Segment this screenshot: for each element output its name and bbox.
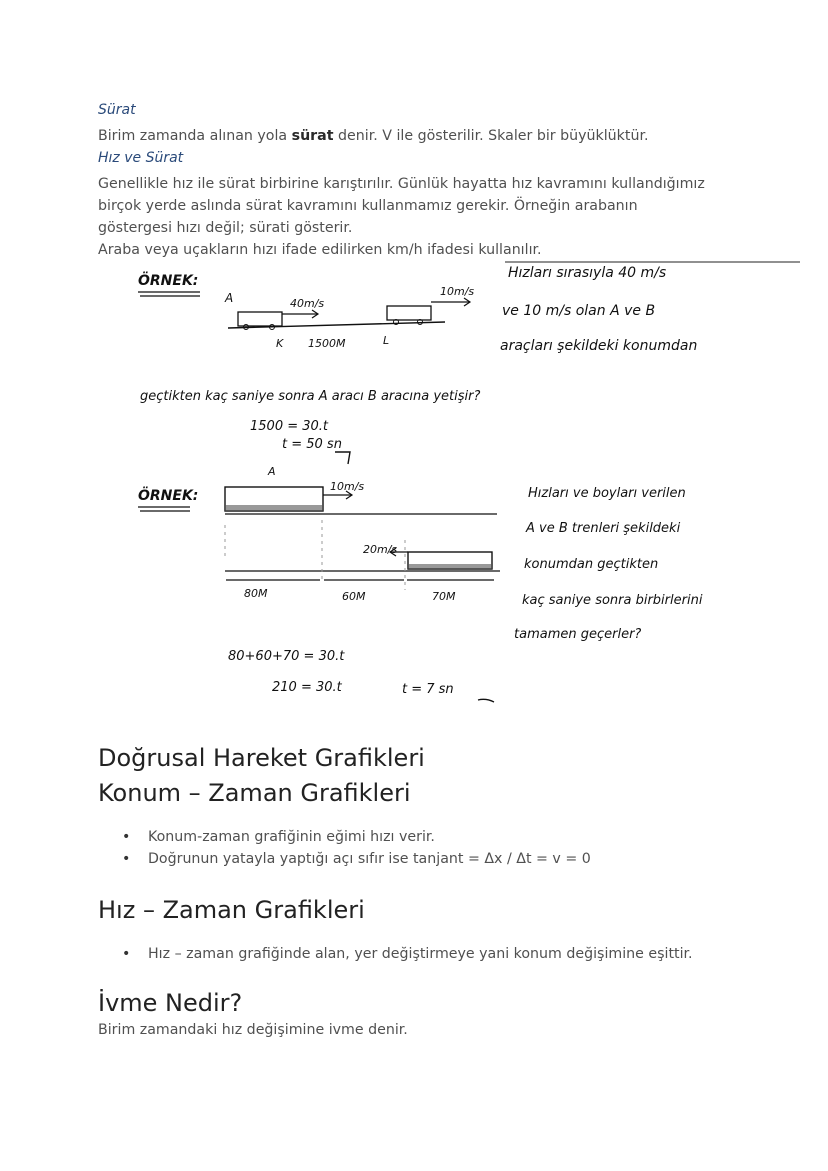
surat-text-after: denir. V ile gösterilir. Skaler bir büyüklüktür.	[333, 128, 649, 144]
car-b-speed: 10m/s	[440, 285, 475, 298]
paragraph-line: birçok yerde aslında sürat kavramını kullanmamız gerekir. Örneğin arabanın	[98, 198, 638, 214]
question-line: kaç saniye sonra birbirlerini	[522, 593, 703, 608]
length-label: 70M	[432, 590, 456, 603]
question-line: Hızları ve boyları verilen	[528, 486, 686, 501]
bullet-text: Hız – zaman grafiğinde alan, yer değiştirmeye yani konum değişimine eşittir.	[148, 946, 693, 962]
car-a-speed: 40m/s	[290, 297, 325, 310]
surat-heading: Sürat	[98, 102, 136, 118]
car-a-label: A	[225, 291, 234, 305]
question-line: A ve B trenleri şekildeki	[526, 521, 681, 536]
distance-label: 1500M	[308, 337, 346, 350]
ivme-definition: Birim zamandaki hız değişimine ivme denir.	[98, 1022, 408, 1038]
question-line: ve 10 m/s olan A ve B	[502, 303, 656, 319]
bullet-icon: •	[122, 829, 131, 845]
question-line: konumdan geçtikten	[524, 557, 659, 572]
example2-figure	[138, 465, 703, 702]
surat-bold-term: sürat	[291, 128, 334, 144]
paragraph-line: Genellikle hız ile sürat birbirine karıştırılır. Günlük hayatta hız kavramını kullandığımız	[98, 176, 705, 192]
train-a-label: A	[268, 465, 276, 478]
example1-figure	[138, 265, 697, 464]
ivme-title: İvme Nedir?	[98, 989, 243, 1017]
list-item	[122, 946, 693, 962]
solution-line: 1500 = 30.t	[250, 419, 329, 434]
example1-label: ÖRNEK:	[138, 273, 199, 289]
list-item	[122, 851, 591, 867]
point-k: K	[276, 337, 284, 350]
point-l: L	[383, 334, 390, 347]
question-line: geçtikten kaç saniye sonra A aracı B aracına yetişir?	[140, 389, 481, 404]
paragraph-line: Araba veya uçakların hızı ifade edilirken km/h ifadesi kullanılır.	[98, 242, 542, 258]
konum-zaman-title: Konum – Zaman Grafikleri	[98, 779, 411, 807]
bullet-text: Doğrunun yatayla yaptığı açı sıfır ise tanjant = Δx / Δt = v = 0	[148, 851, 591, 867]
surat-text-before: Birim zamanda alınan yola	[98, 128, 292, 144]
bullet-icon: •	[122, 851, 131, 867]
question-line: Hızları sırasıyla 40 m/s	[508, 265, 667, 281]
solution-line: t = 50 sn	[282, 437, 342, 452]
train-a-speed: 10m/s	[330, 480, 365, 493]
road-line	[228, 322, 445, 328]
solution-line: 80+60+70 = 30.t	[228, 649, 345, 664]
car-a-shape	[238, 312, 282, 326]
solution-line: 210 = 30.t	[272, 680, 342, 695]
hiz-surat-heading: Hız ve Sürat	[98, 150, 184, 166]
question-line: araçları şekildeki konumdan	[500, 338, 698, 354]
car-b-shape	[387, 306, 431, 320]
question-line: tamamen geçerler?	[514, 627, 642, 642]
hiz-zaman-title: Hız – Zaman Grafikleri	[98, 896, 365, 924]
length-label: 60M	[342, 590, 366, 603]
graphs-title: Doğrusal Hareket Grafikleri	[98, 744, 425, 772]
bullet-icon: •	[122, 946, 131, 962]
paragraph-line: göstergesi hızı değil; sürati gösterir.	[98, 220, 353, 236]
bullet-text: Konum-zaman grafiğinin eğimi hızı verir.	[148, 829, 435, 845]
solution-line: t = 7 sn	[402, 682, 454, 697]
list-item	[122, 829, 435, 845]
example2-label: ÖRNEK:	[138, 488, 199, 504]
length-label: 80M	[244, 587, 268, 600]
train-b-speed: 20m/s	[363, 543, 398, 556]
